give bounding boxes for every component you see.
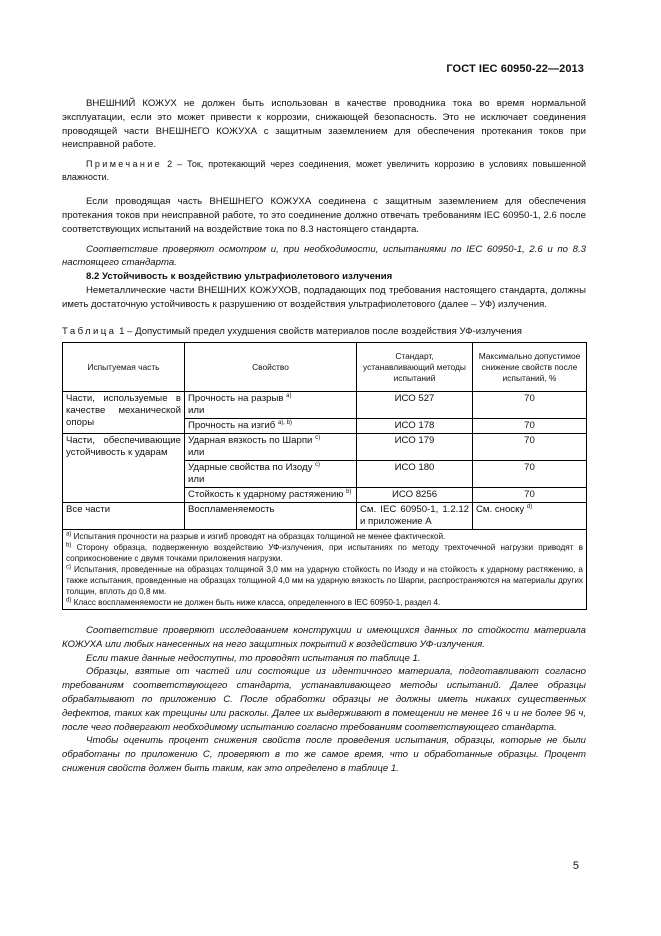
paragraph-5-compliance: Соответствие проверяют исследованием конструкции и имеющихся данных по стойкости материала КОЖУХА или любых нанесенных на него защитных покрытий к воздействию УФ-излучения. <box>62 625 586 650</box>
table-row <box>63 434 587 461</box>
footnote-ref: a), b) <box>277 419 292 426</box>
table-footnotes-row <box>63 530 587 610</box>
cell-property <box>185 461 357 488</box>
cell-standard: ИСО 178 <box>357 419 473 434</box>
document-code: ГОСТ IEC 60950-22—2013 <box>446 63 584 75</box>
note-label: Примечание <box>86 159 163 170</box>
table-footnotes <box>63 530 587 610</box>
footnote-c <box>66 564 583 597</box>
paragraph-2: Если проводящая часть ВНЕШНЕГО КОЖУХА соединена с защитным заземлением для обеспечения протекания токов при неисправной работе, то это соединение должно отвечать требованиям IEC 60950-1, 2.6 после соответствующих испытаний на воздействие тока по 8.3 настоящего стандарта. <box>62 196 586 235</box>
footnote-mark: b) <box>66 542 72 549</box>
table-row <box>63 392 587 419</box>
footnote-ref: c) <box>315 461 321 468</box>
footnote-ref: c) <box>315 434 321 441</box>
paragraph-3-compliance: Соответствие проверяют осмотром и, при необходимости, испытаниями по IEC 60950-1, 2.6 и по 8.3 настоящего стандарта. <box>62 243 586 269</box>
table-label: Таблица <box>62 325 117 337</box>
footnote-b <box>66 542 583 564</box>
paragraph-4: Неметаллические части ВНЕШНИХ КОЖУХОВ, подпадающих под требования настоящего стандарта, должны иметь достаточную устойчивость к разрушению от воздействия ультрафиолетового (далее – УФ) излучения. <box>62 284 586 310</box>
cell-property <box>185 488 357 503</box>
footnote-d <box>66 597 583 608</box>
footnote-ref: d) <box>526 503 533 510</box>
footnote-mark: d) <box>66 597 72 604</box>
header-standard: Стандарт, устанавливающий методы испытаний <box>357 343 473 392</box>
note-2 <box>62 158 586 183</box>
cell-standard: ИСО 8256 <box>357 488 473 503</box>
or-text: или <box>188 447 205 459</box>
footnote-text: Испытания, проведенные на образцах толщиной 3,0 мм на ударную стойкость по Изоду и на стойкость к ударному растяжению, а также испытания, проведенные на образцах толщиной 4,0 мм на ударную вязкость по Шарпи, распространяются на материалы других толщин, вплоть до 0,8 мм. <box>66 565 583 597</box>
header-part: Испытуемая часть <box>63 343 185 392</box>
cell-value: 70 <box>473 434 587 461</box>
cell-value: 70 <box>473 488 587 503</box>
table-caption <box>62 326 586 339</box>
footnote-text: Испытания прочности на разрыв и изгиб проводят на образцах толщиной не менее фактической. <box>71 532 446 542</box>
cell-standard: ИСО 527 <box>357 392 473 419</box>
header-property: Свойство <box>185 343 357 392</box>
paragraph-6: Если такие данные недоступны, то проводят испытания по таблице 1. <box>86 652 421 664</box>
footnote-ref: a) <box>286 392 292 399</box>
cell-part-impact: Части, обеспечивающие устойчивость к ударам <box>63 434 185 503</box>
cell-standard: ИСО 179 <box>357 434 473 461</box>
cell-property <box>185 434 357 461</box>
table-row <box>63 503 587 530</box>
table-caption-text: 1 – Допустимый предел ухудшения свойств материалов после воздействия УФ-излучения <box>116 325 522 337</box>
footnote-text: Сторону образца, подверженную воздействию УФ-излучения, при испытаниях по методу трехточечной нагрузки приводят в соприкосновение с двумя точками приложения нагрузки. <box>66 543 583 564</box>
property-izod: Ударные свойства по Изоду <box>188 462 313 474</box>
cell-value: 70 <box>473 419 587 434</box>
paragraph-8: Чтобы оценить процент снижения свойств после проведения испытания, образцы, которые не были обработаны по приложению С, проверяют в то же самое время, что и обработанные образцы. Процент снижения свойств должен быть таким, как это определено в таблице 1. <box>62 735 586 775</box>
property-tensile: Прочность на разрыв <box>188 393 284 405</box>
cell-property <box>185 419 357 434</box>
cell-property-flammability: Воспламеняемость <box>185 503 357 530</box>
see-footnote-text: См. сноску <box>476 504 525 516</box>
section-heading-8-2: 8.2 Устойчивость к воздействию ультрафиолетового излучения <box>86 271 393 283</box>
cell-part-all: Все части <box>63 503 185 530</box>
cell-value: 70 <box>473 461 587 488</box>
cell-property <box>185 392 357 419</box>
paragraph-1: ВНЕШНИЙ КОЖУХ не должен быть использован в качестве проводника тока во время нормальной эксплуатации, если это может привести к коррозии, снижающей безопасность. Это не исключает соединения проводящей части ВНЕШНЕГО КОЖУХА с защитным заземлением для обеспечения протекания токов при неисправной работе. <box>62 98 586 151</box>
footnote-mark: a) <box>66 531 72 538</box>
footnote-text: Класс воспламеняемости не должен быть ниже класса, определенного в IEC 60950-1, раздел 4. <box>71 598 441 608</box>
note-text: 2 – Ток, протекающий через соединения, может увеличить коррозию в условиях повышенной влажности. <box>62 159 586 182</box>
property-flexural: Прочность на изгиб <box>188 420 276 432</box>
or-text: или <box>188 405 205 417</box>
cell-value <box>473 503 587 530</box>
page-number: 5 <box>572 860 579 872</box>
cell-standard: См. IEC 60950-1, 1.2.12 и приложение А <box>357 503 473 530</box>
cell-standard: ИСО 180 <box>357 461 473 488</box>
table-header-row <box>63 343 587 392</box>
footnote-ref: b) <box>346 488 352 495</box>
cell-value: 70 <box>473 392 587 419</box>
property-charpy: Ударная вязкость по Шарпи <box>188 435 313 447</box>
footnote-mark: c) <box>66 564 71 571</box>
paragraph-7: Образцы, взятые от частей или состоящие из идентичного материала, подготавливают согласно требованиям соответствующего стандарта, устанавливающего методы испытаний. Далее образцы обрабатывают по приложению С. После обработки образцы не должны иметь никаких существенных дефектов, таких как трещины или расколы. Далее их выдерживают в помещении не менее 16 ч и не более 96 ч, после чего подвергают необходимому испытанию согласно требованиям соответствующего стандарта. <box>62 666 586 733</box>
or-text: или <box>188 474 205 486</box>
header-max-reduction: Максимально допустимое снижение свойств после испытаний, % <box>473 343 587 392</box>
cell-part-mechanical: Части, используемые в качестве механической опоры <box>63 392 185 434</box>
page-content <box>62 97 586 776</box>
property-tensile-impact: Стойкость к ударному растяжению <box>188 489 344 501</box>
table-1 <box>62 342 587 610</box>
footnote-a <box>66 531 583 542</box>
